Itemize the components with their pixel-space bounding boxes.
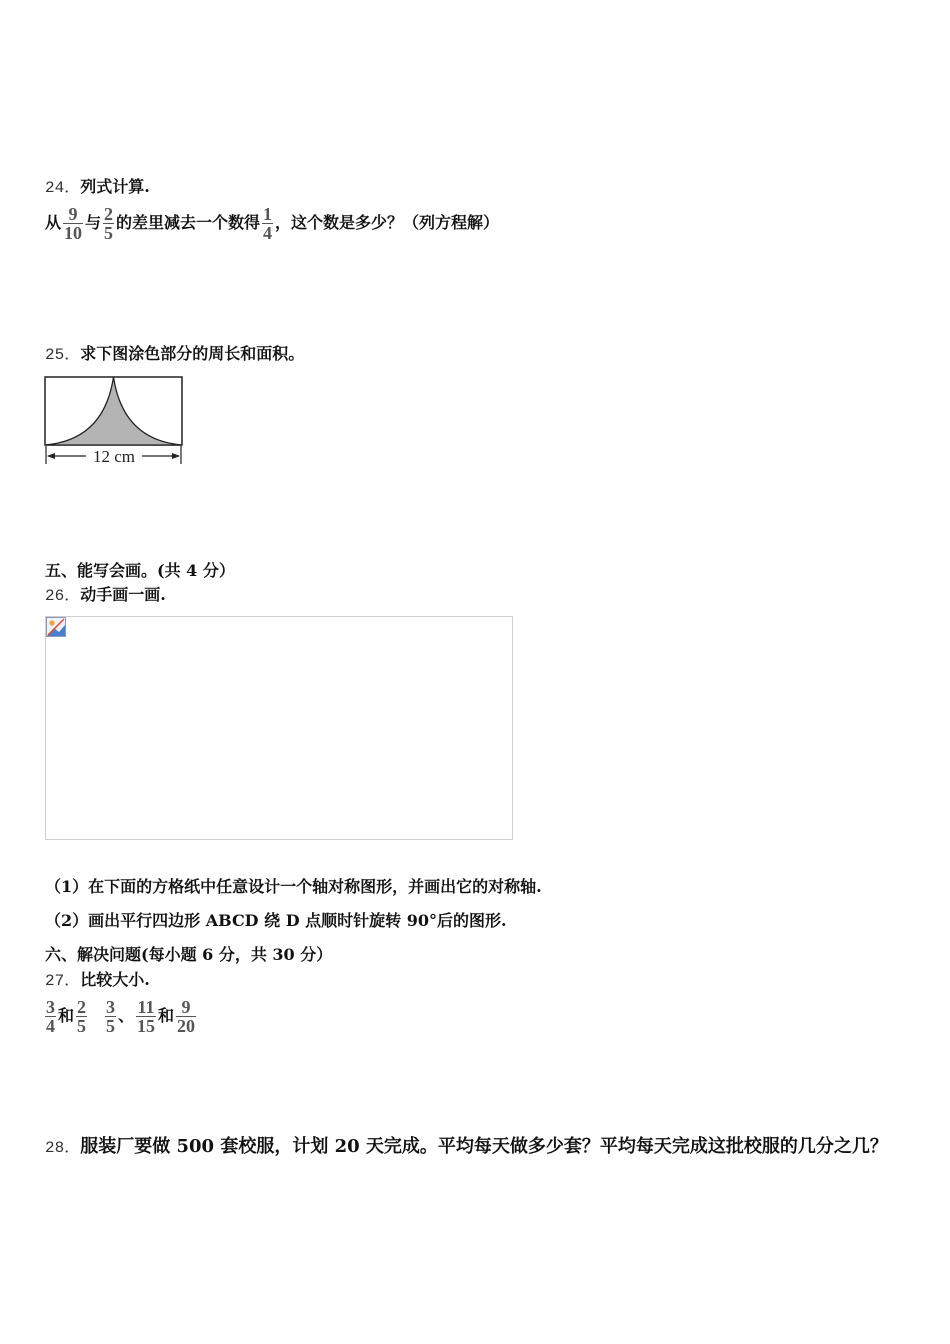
q27-title: 比较大小. [80,970,150,989]
q24-suffix: ，这个数是多少？（列方程解） [275,213,500,232]
q26-part1-label: （1） [45,877,89,896]
q27-and2: 和 [158,1006,175,1025]
broken-image-icon [46,617,66,637]
fraction-3-5: $\frac{3}{5}$ [106,997,116,1036]
q28-text: 服装厂要做 500 套校服，计划 20 天完成。平均每天做多少套？平均每天完成这批校服的几分之几？ [80,1136,888,1157]
fraction-1-4: $\frac{1}{4}$ [263,204,273,243]
arrowhead-left [47,453,55,459]
fraction-9-10: $\frac{9}{10}$ [64,204,83,243]
shaded-region [45,377,182,445]
q24-mid1: 与 [85,213,102,232]
q25-heading [45,344,304,365]
fraction-2-5b: $\frac{2}{5}$ [77,997,87,1036]
shaded-figure-diagram [42,372,188,468]
fraction-11-15: $\frac{11}{15}$ [137,997,156,1036]
q27-separator: 、 [118,1006,135,1025]
fraction-9-20: $\frac{9}{20}$ [177,997,196,1036]
q26-heading [45,585,166,606]
q27-and1: 和 [58,1006,75,1025]
fraction-3-4: $\frac{3}{4}$ [46,997,55,1036]
q24-heading [45,177,150,198]
q25-number: 25． [45,346,81,364]
arrowhead-right [172,453,180,459]
q24-title: 列式计算. [80,177,150,196]
section-6-title: 六、解决问题(每小题 6 分，共 30 分） [45,945,333,964]
q24-mid2: 的差里减去一个数得 [116,213,261,232]
q28-number: 28． [45,1139,81,1157]
dimension-label: 12 cm [92,447,136,466]
q26-part1 [45,877,542,897]
q26-part1-text: 在下面的方格纸中任意设计一个轴对称图形，并画出它的对称轴. [88,877,542,896]
q27-heading [45,970,150,991]
q26-number: 26． [45,587,81,605]
q26-part2 [45,911,507,931]
q26-part2-label: （2） [45,911,89,930]
q24-body [45,203,499,243]
q24-number: 24． [45,179,81,197]
q26-part2-text: 画出平行四边形 ABCD 绕 D 点顺时针旋转 90°后的图形. [88,911,507,930]
q28-question [45,1136,888,1159]
q27-body [43,996,198,1036]
missing-image-placeholder [45,616,513,840]
q26-title: 动手画一画. [80,585,166,604]
q27-number: 27． [45,972,81,990]
q25-title: 求下图涂色部分的周长和面积。 [80,344,305,363]
fraction-2-5: $\frac{2}{5}$ [104,204,114,243]
section-5-title: 五、能写会画。(共 4 分） [45,561,235,580]
q24-prefix: 从 [45,213,62,232]
